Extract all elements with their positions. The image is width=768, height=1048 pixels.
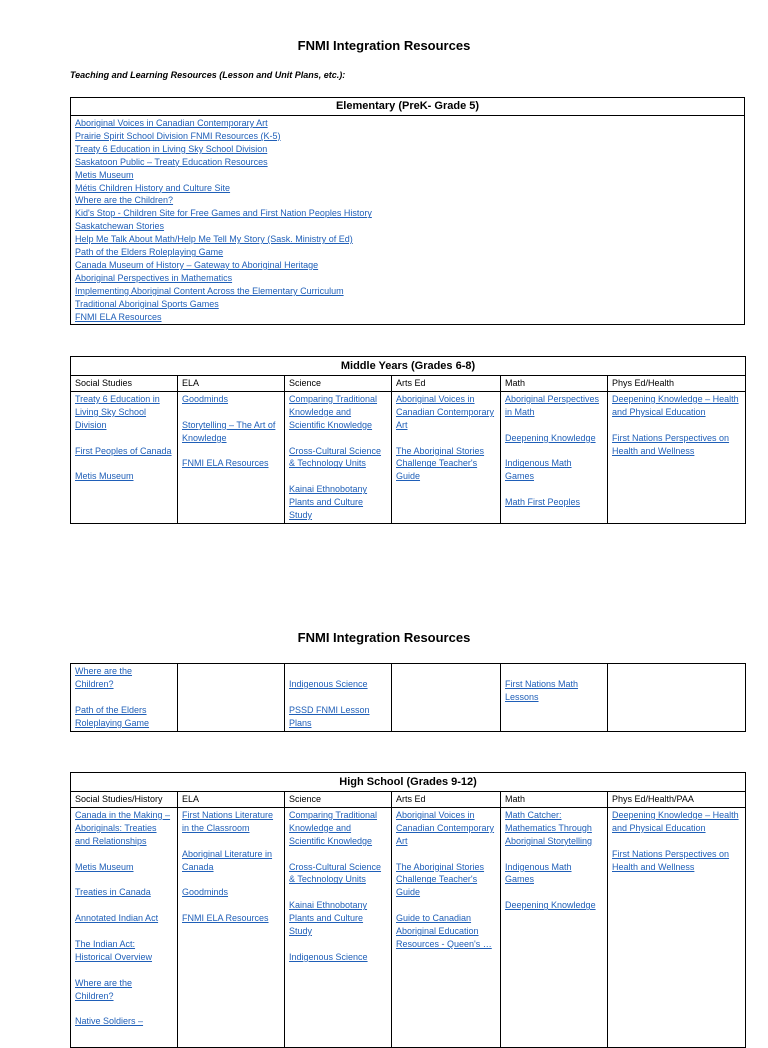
spacer bbox=[75, 964, 173, 977]
resource-link[interactable]: Métis Children History and Culture Site bbox=[75, 182, 231, 193]
high-school-row bbox=[71, 807, 746, 1047]
resource-link[interactable]: Aboriginal Voices in Canadian Contemporary Art bbox=[396, 809, 495, 846]
column-header: Science bbox=[285, 376, 392, 392]
spacer bbox=[612, 835, 741, 848]
column-header: Phys Ed/Health bbox=[608, 376, 746, 392]
column-header: Phys Ed/Health/PAA bbox=[608, 792, 746, 808]
resource-cell bbox=[392, 807, 501, 1047]
resource-cell bbox=[501, 391, 608, 523]
continuation-table bbox=[70, 663, 746, 732]
resource-link[interactable]: Metis Museum bbox=[75, 169, 134, 180]
resource-link[interactable]: Treaty 6 Education in Living Sky School Division bbox=[75, 393, 160, 430]
middle-years-row bbox=[71, 391, 746, 523]
resource-cell bbox=[285, 807, 392, 1047]
resource-link[interactable]: First Nations Perspectives on Health and Wellness bbox=[612, 432, 730, 456]
resource-cell bbox=[71, 664, 178, 732]
spacer bbox=[289, 691, 387, 704]
elementary-table bbox=[70, 97, 745, 325]
spacer bbox=[289, 665, 387, 678]
resource-cell bbox=[608, 807, 746, 1047]
spacer bbox=[505, 665, 603, 678]
resource-link[interactable]: Path of the Elders Roleplaying Game bbox=[75, 247, 224, 258]
column-header: Math bbox=[501, 792, 608, 808]
resource-link[interactable]: Kainai Ethnobotany Plants and Culture Study bbox=[289, 900, 368, 937]
spacer bbox=[289, 470, 387, 483]
elementary-heading: Elementary (PreK- Grade 5) bbox=[71, 98, 744, 116]
resource-cell bbox=[608, 391, 746, 523]
resource-link[interactable]: The Aboriginal Stories Challenge Teacher's Guide bbox=[396, 445, 485, 482]
resource-link[interactable]: Metis Museum bbox=[75, 861, 134, 872]
column-header: Math bbox=[501, 376, 608, 392]
resource-link[interactable]: Deepening Knowledge bbox=[505, 900, 596, 911]
spacer bbox=[396, 848, 496, 861]
resource-link[interactable]: Indigenous Math Games bbox=[505, 861, 572, 885]
spacer bbox=[75, 848, 173, 861]
resource-link[interactable]: Path of the Elders Roleplaying Game bbox=[75, 704, 150, 728]
resource-link[interactable]: Storytelling – The Art of Knowledge bbox=[182, 419, 276, 443]
resource-link[interactable]: Where are the Children? bbox=[75, 977, 133, 1001]
spacer bbox=[182, 835, 280, 848]
spacer bbox=[505, 483, 603, 496]
resource-link[interactable]: Native Soldiers – bbox=[75, 1016, 144, 1027]
resource-link[interactable]: Aboriginal Perspectives in Math bbox=[505, 393, 600, 417]
resource-link[interactable]: Aboriginal Voices in Canadian Contemporary Art bbox=[396, 393, 495, 430]
spacer bbox=[75, 873, 173, 886]
spacer bbox=[289, 938, 387, 951]
resource-cell bbox=[178, 391, 285, 523]
spacer bbox=[505, 886, 603, 899]
column-header: Social Studies bbox=[71, 376, 178, 392]
column-header: ELA bbox=[178, 376, 285, 392]
resource-cell bbox=[285, 391, 392, 523]
middle-years-table bbox=[70, 356, 746, 524]
resource-link[interactable]: Comparing Traditional Knowledge and Scientific Knowledge bbox=[289, 393, 378, 430]
spacer bbox=[289, 848, 387, 861]
spacer bbox=[505, 445, 603, 458]
resource-link[interactable]: Saskatchewan Stories bbox=[75, 221, 165, 232]
resource-link[interactable]: Math First Peoples bbox=[505, 497, 581, 508]
spacer bbox=[182, 406, 280, 419]
page-title: FNMI Integration Resources bbox=[297, 38, 471, 53]
continuation-row bbox=[71, 664, 746, 732]
resource-link[interactable]: Traditional Aboriginal Sports Games bbox=[75, 298, 219, 309]
middle-years-heading: Middle Years (Grades 6-8) bbox=[71, 357, 746, 376]
spacer bbox=[505, 419, 603, 432]
resource-link[interactable]: Kainai Ethnobotany Plants and Culture Study bbox=[289, 484, 368, 521]
resource-link[interactable]: Deepening Knowledge – Health and Physical Education bbox=[612, 809, 739, 833]
resource-link[interactable]: Goodminds bbox=[182, 393, 229, 404]
resource-link[interactable]: Help Me Talk About Math/Help Me Tell My Story (Sask. Ministry of Ed) bbox=[75, 234, 353, 245]
resource-link[interactable]: Math Catcher: Mathematics Through Aboriginal Storytelling bbox=[505, 809, 593, 846]
resource-cell bbox=[392, 391, 501, 523]
resource-link[interactable]: Indigenous Science bbox=[289, 951, 368, 962]
resource-link[interactable]: Where are the Children? bbox=[75, 666, 133, 689]
high-school-heading: High School (Grades 9-12) bbox=[71, 773, 746, 792]
section-subtitle: Teaching and Learning Resources (Lesson and Unit Plans, etc.): bbox=[70, 70, 346, 80]
page-title-repeat: FNMI Integration Resources bbox=[297, 630, 471, 645]
resource-cell bbox=[178, 807, 285, 1047]
resource-link[interactable]: Goodminds bbox=[182, 887, 229, 898]
resource-link[interactable]: FNMI ELA Resources bbox=[182, 458, 269, 469]
resource-cell bbox=[71, 807, 178, 1047]
resource-link[interactable]: Metis Museum bbox=[75, 471, 134, 482]
resource-link[interactable]: Cross-Cultural Science & Technology Units bbox=[289, 861, 382, 885]
resource-link[interactable]: Saskatoon Public – Treaty Education Resources bbox=[75, 156, 268, 167]
resource-link[interactable]: Canada Museum of History – Gateway to Aboriginal Heritage bbox=[75, 259, 319, 270]
resource-cell bbox=[501, 664, 608, 732]
resource-link[interactable]: Indigenous Science bbox=[289, 678, 368, 689]
resource-link[interactable]: PSSD FNMI Lesson Plans bbox=[289, 704, 370, 728]
column-header: ELA bbox=[178, 792, 285, 808]
spacer bbox=[505, 848, 603, 861]
resource-link[interactable]: Guide to Canadian Aboriginal Education Resources - Queen's … bbox=[396, 913, 492, 949]
resource-link[interactable]: Aboriginal Voices in Canadian Contemporary Art bbox=[75, 118, 268, 128]
spacer bbox=[182, 445, 280, 458]
resource-link[interactable]: Aboriginal Perspectives in Mathematics bbox=[75, 272, 233, 283]
spacer bbox=[182, 899, 280, 912]
spacer bbox=[396, 432, 496, 445]
resource-link[interactable]: Annotated Indian Act bbox=[75, 913, 159, 924]
resource-link[interactable]: First Peoples of Canada bbox=[75, 445, 172, 456]
spacer bbox=[289, 886, 387, 899]
resource-link[interactable]: First Nations Math Lessons bbox=[505, 678, 579, 702]
spacer bbox=[75, 432, 173, 445]
resource-link[interactable]: The Indian Act: Historical Overview bbox=[75, 938, 153, 962]
spacer bbox=[75, 925, 173, 938]
resource-link[interactable]: Cross-Cultural Science & Technology Units bbox=[289, 445, 382, 469]
spacer bbox=[75, 457, 173, 470]
spacer bbox=[182, 873, 280, 886]
spacer bbox=[612, 419, 741, 432]
resource-link[interactable]: First Nations Literature in the Classroom bbox=[182, 809, 274, 833]
high-school-table bbox=[70, 772, 746, 1048]
spacer bbox=[396, 899, 496, 912]
resource-cell bbox=[392, 664, 501, 732]
resource-link[interactable]: Aboriginal Literature in Canada bbox=[182, 848, 273, 872]
resource-cell bbox=[608, 664, 746, 732]
resource-link[interactable]: Treaty 6 Education in Living Sky School Division bbox=[75, 143, 268, 154]
column-header: Science bbox=[285, 792, 392, 808]
elementary-link-list bbox=[71, 116, 744, 325]
resource-link[interactable]: Indigenous Math Games bbox=[505, 458, 572, 482]
resource-cell bbox=[71, 391, 178, 523]
resource-cell bbox=[285, 664, 392, 732]
resource-link[interactable]: Deepening Knowledge bbox=[505, 432, 596, 443]
spacer bbox=[75, 899, 173, 912]
resource-link[interactable]: First Nations Perspectives on Health and Wellness bbox=[612, 848, 730, 872]
middle-years-column-headers bbox=[71, 376, 746, 392]
resource-link[interactable]: Treaties in Canada bbox=[75, 887, 151, 898]
resource-link[interactable]: Implementing Aboriginal Content Across the Elementary Curriculum bbox=[75, 285, 344, 296]
column-header: Arts Ed bbox=[392, 792, 501, 808]
resource-link[interactable]: Deepening Knowledge – Health and Physical Education bbox=[612, 393, 739, 417]
spacer bbox=[75, 691, 173, 704]
spacer bbox=[75, 1002, 173, 1015]
column-header: Arts Ed bbox=[392, 376, 501, 392]
resource-link[interactable]: Canada in the Making – Aboriginals: Treaties and Relationships bbox=[75, 809, 171, 846]
resource-cell bbox=[501, 807, 608, 1047]
resource-cell bbox=[178, 664, 285, 732]
resource-link[interactable]: FNMI ELA Resources bbox=[75, 311, 162, 322]
resource-link[interactable]: The Aboriginal Stories Challenge Teacher's Guide bbox=[396, 861, 485, 898]
resource-link[interactable]: Kid's Stop - Children Site for Free Games and First Nation Peoples History bbox=[75, 208, 372, 219]
resource-link[interactable]: Prairie Spirit School Division FNMI Resources (K-5) bbox=[75, 130, 281, 141]
column-header: Social Studies/History bbox=[71, 792, 178, 808]
resource-link[interactable]: Where are the Children? bbox=[75, 195, 174, 206]
resource-link[interactable]: Comparing Traditional Knowledge and Scientific Knowledge bbox=[289, 809, 378, 846]
high-school-column-headers bbox=[71, 792, 746, 808]
resource-link[interactable]: FNMI ELA Resources bbox=[182, 913, 269, 924]
spacer bbox=[289, 432, 387, 445]
